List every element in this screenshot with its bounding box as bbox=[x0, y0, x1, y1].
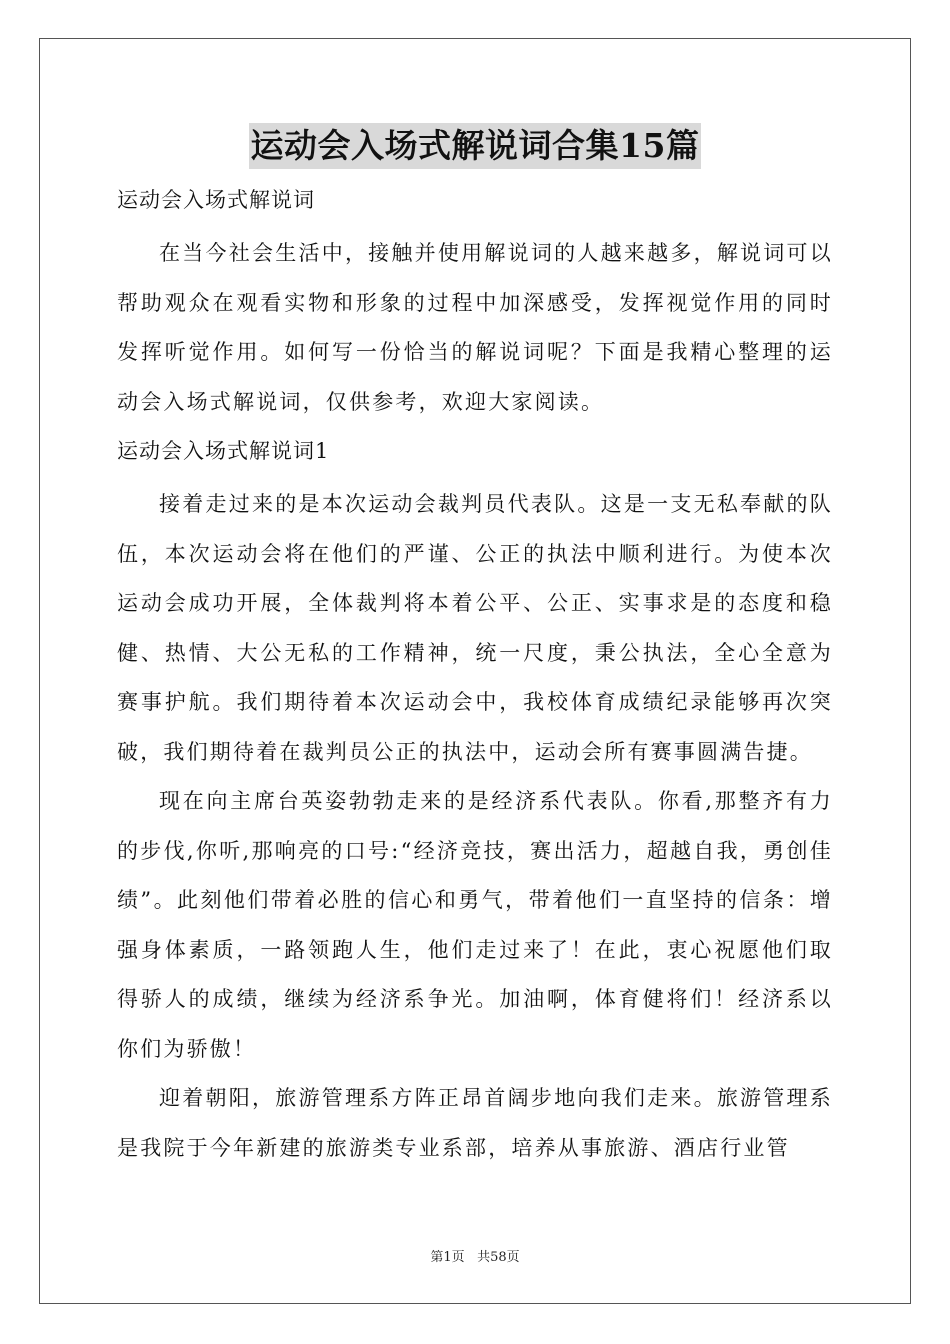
section-heading: 运动会入场式解说词 bbox=[117, 188, 315, 212]
document-title: 运动会入场式解说词合集15篇 bbox=[249, 123, 702, 169]
document-body bbox=[117, 176, 833, 1173]
footer-spacer bbox=[465, 1250, 477, 1265]
paragraph: 接着走过来的是本次运动会裁判员代表队。这是一支无私奉献的队伍，本次运动会将在他们的严谨、公正的执法中顺利进行。为使本次运动会成功开展，全体裁判将本着公平、公正、实事求是的态度和稳健、热情、大公无私的工作精神，统一尺度，秉公执法，全心全意为赛事护航。我们期待着本次运动会中，我校体育成绩纪录能够再次突破，我们期待着在裁判员公正的执法中，运动会所有赛事圆满告捷。 bbox=[117, 492, 833, 764]
section-heading: 运动会入场式解说词1 bbox=[117, 439, 330, 463]
title-area bbox=[0, 123, 950, 169]
page-number: 第1页 bbox=[430, 1250, 465, 1265]
paragraph: 在当今社会生活中，接触并使用解说词的人越来越多，解说词可以帮助观众在观看实物和形象的过程中加深感受，发挥视觉作用的同时发挥听觉作用。如何写一份恰当的解说词呢？下面是我精心整理的运动会入场式解说词，仅供参考，欢迎大家阅读。 bbox=[117, 241, 833, 414]
total-pages: 共58页 bbox=[477, 1250, 520, 1265]
paragraph: 迎着朝阳，旅游管理系方阵正昂首阔步地向我们走来。旅游管理系是我院于今年新建的旅游类专业系部，培养从事旅游、酒店行业管 bbox=[117, 1086, 833, 1160]
page-footer bbox=[0, 1246, 950, 1265]
paragraph: 现在向主席台英姿勃勃走来的是经济系代表队。你看,那整齐有力的步伐,你听,那响亮的口号:“经济竞技，赛出活力，超越自我，勇创佳绩”。此刻他们带着必胜的信心和勇气，带着他们一直坚持的信条：增强身体素质，一路领跑人生，他们走过来了！在此，衷心祝愿他们取得骄人的成绩，继续为经济系争光。加油啊，体育健将们！经济系以你们为骄傲！ bbox=[117, 789, 833, 1061]
